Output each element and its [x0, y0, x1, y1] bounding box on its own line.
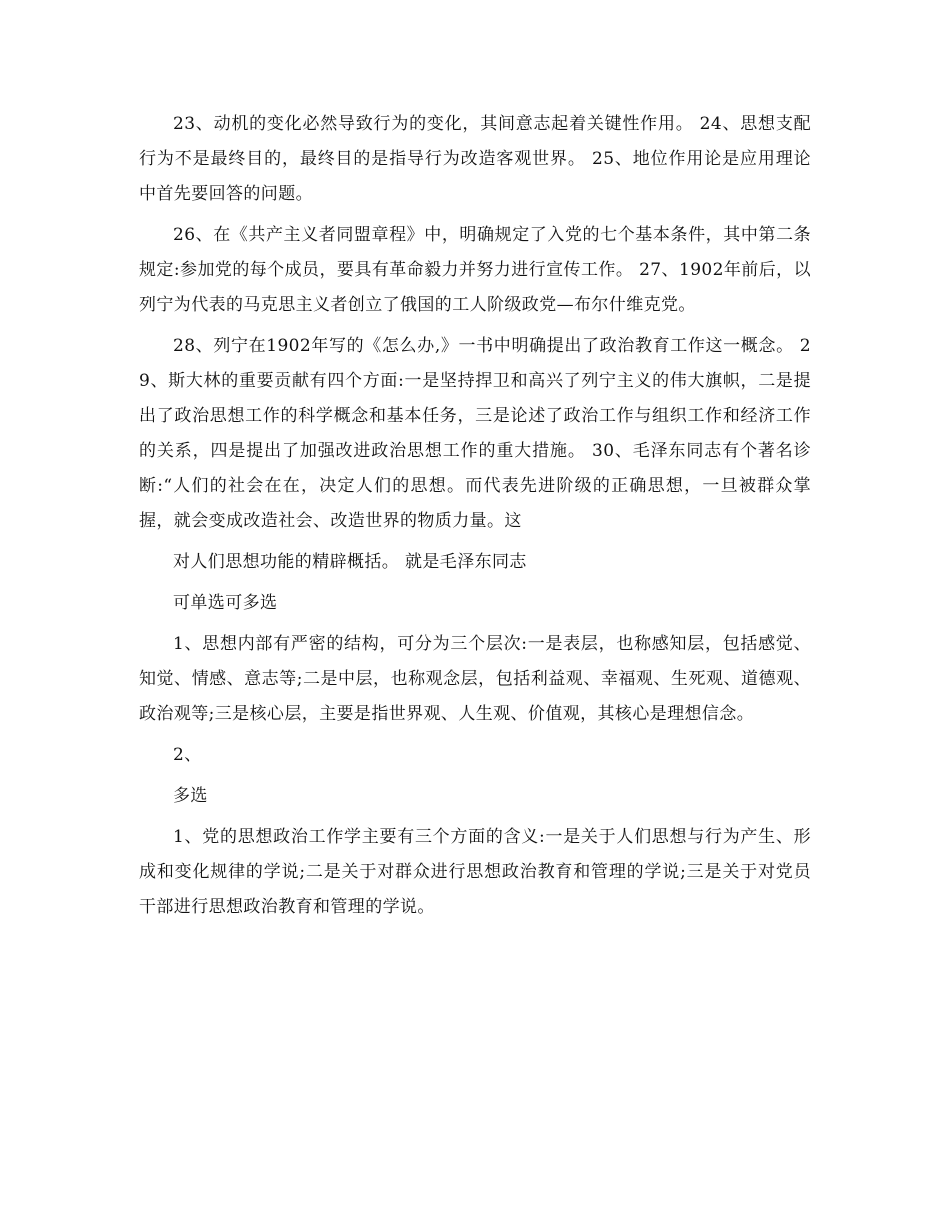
section-heading-single-or-multiple: 可单选可多选	[173, 593, 278, 613]
section-heading-multiple-choice: 多选	[173, 786, 208, 806]
paragraph-party-political-work: 1、党的思想政治工作学主要有三个方面的含义:一是关于人们思想与行为产生、形成和变化规律的学说;二是关于对群众进行思想政治教育和管理的学说;三是关于对党员干部进行思想政治教育和管理的学说。	[139, 827, 811, 917]
paragraph-items-26-27: 26、在《共产主义者同盟章程》中，明确规定了入党的七个基本条件，其中第二条规定:参加党的每个成员，要具有革命毅力并努力进行宣传工作。 27、1902年前后，以列宁为代表的马克思主义者创立了俄国的工人阶级政党—布尔什维克党。	[139, 225, 811, 315]
paragraph-thought-structure: 1、思想内部有严密的结构，可分为三个层次:一是表层，也称感知层，包括感觉、知觉、情感、意志等;二是中层，也称观念层，包括利益观、幸福观、生死观、道德观、政治观等;三是核心层，主要是指世界观、人生观、价值观，其核心是理想信念。	[139, 634, 811, 724]
paragraph-items-23-25: 23、动机的变化必然导致行为的变化，其间意志起着关键性作用。 24、思想支配行为不是最终目的，最终目的是指导行为改造客观世界。 25、地位作用论是应用理论中首先要回答的问题。	[139, 114, 811, 204]
paragraph-item-2-empty: 2、	[173, 745, 202, 765]
document-page	[139, 107, 811, 931]
paragraph-mao-summary: 对人们思想功能的精辟概括。 就是毛泽东同志	[173, 552, 527, 572]
paragraph-items-28-30: 28、列宁在1902年写的《怎么办,》一书中明确提出了政治教育工作这一概念。 29、斯大林的重要贡献有四个方面:一是坚持捍卫和高兴了列宁主义的伟大旗帜，二是提出了政治思想工作的科学概念和基本任务，三是论述了政治工作与组织工作和经济工作的关系，四是提出了加强改进政治思想工作的重大措施。 30、毛泽东同志有个著名诊断:“人们的社会在在，决定人们的思想。而代表先进阶级的正确思想，一旦被群众掌握，就会变成改造社会、改造世界的物质力量。这	[139, 336, 811, 531]
